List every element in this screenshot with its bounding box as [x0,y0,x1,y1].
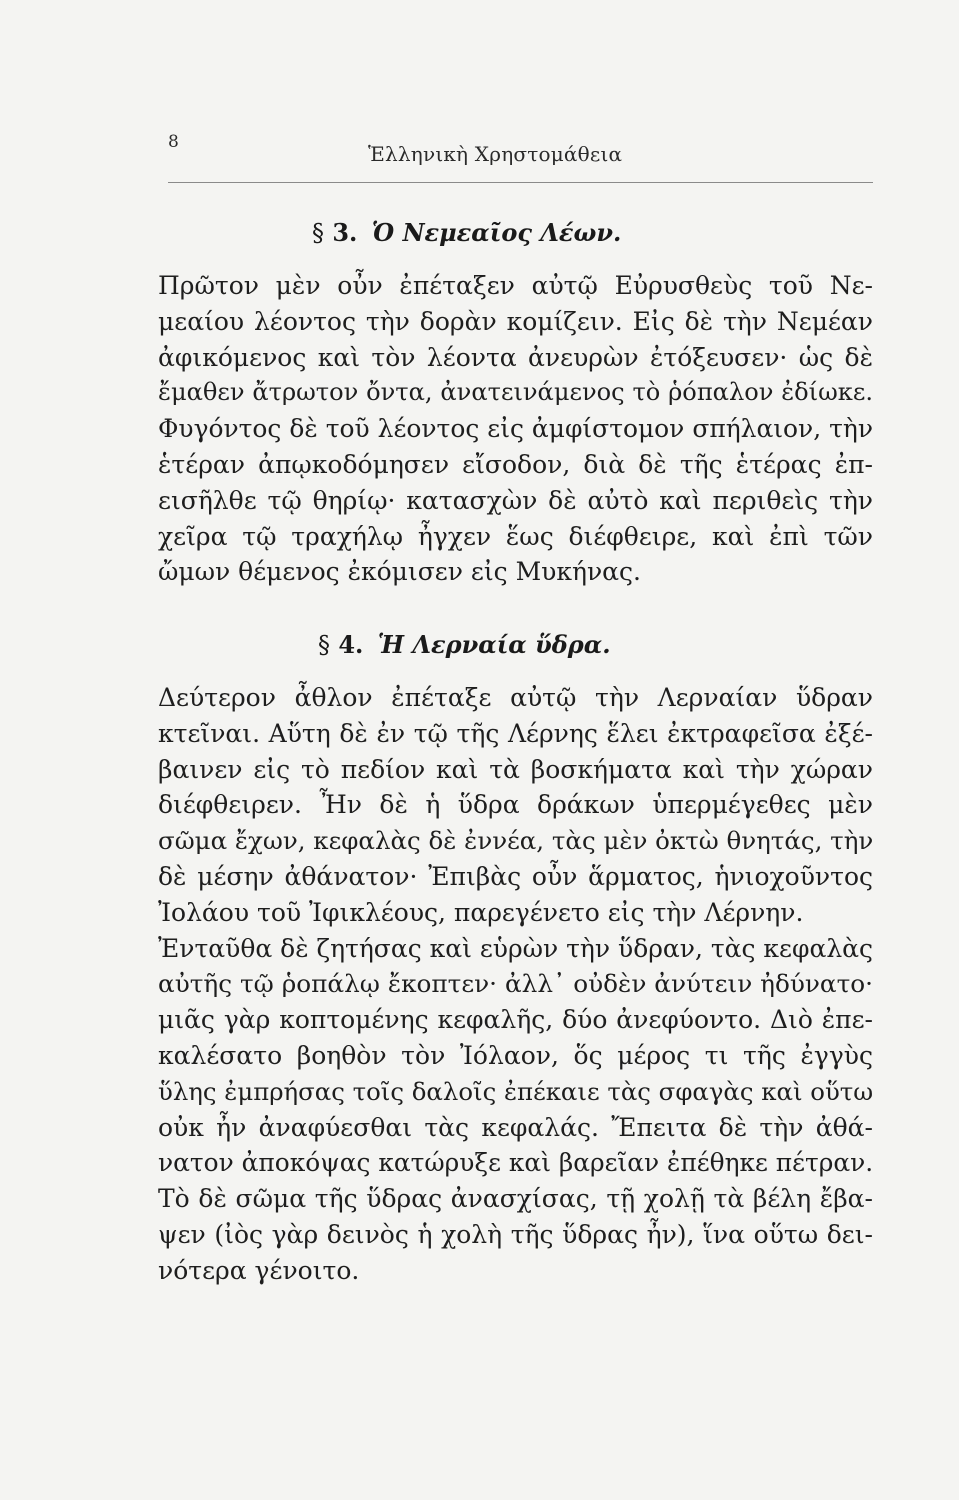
text-line: ὕλης ἐμπρήσας τοῖς δαλοῖς ἐπέκαιε τὰς σφαγὰς καὶ οὕτω [158,1076,874,1106]
text-line: οὐκ ἦν ἀναφύεσθαι τὰς κεφαλάς. Ἔπειτα δὲ τὴν ἀθά- [158,1112,873,1142]
section-heading: Ἡ Λερναία ὕδρα. [377,630,611,659]
text-line: εισῆλθε τῷ θηρίῳ· κατασχὼν δὲ αὐτὸ καὶ περιθεὶς τὴν [158,485,873,515]
text-line: μεαίου λέοντος τὴν δορὰν κομίζειν. Εἰς δὲ τὴν Νεμέαν [158,306,873,336]
text-line: διέφθειρεν. Ἦν δὲ ἡ ὕδρα δράκων ὑπερμέγεθες μὲν [158,790,873,820]
section-heading: Ὁ Νεμεαῖος Λέων. [371,218,622,247]
section-number: 3. [332,218,358,247]
section-title-4 [318,630,611,659]
section-symbol: § [312,219,324,247]
text-line: σῶμα ἔχων, κεφαλὰς δὲ ἐννέα, τὰς μὲν ὀκτὼ θνητάς, τὴν [158,826,874,856]
section-title-3 [312,218,621,247]
page-number: 8 [168,132,179,152]
text-line: ψεν (ἰὸς γὰρ δεινὸς ἡ χολὴ τῆς ὕδρας ἦν), ἵνα οὕτω δει- [158,1219,873,1249]
text-line: Δεύτερον ἆθλον ἐπέταξε αὐτῷ τὴν Λερναίαν ὕδραν [158,683,873,712]
text-line: Φυγόντος δὲ τοῦ λέοντος εἰς ἀμφίστομον σπήλαιον, τὴν [158,414,873,444]
text-line: ὤμων θέμενος ἐκόμισεν εἰς Μυκήνας. [158,557,641,587]
text-line: αὐτῆς τῷ ῥοπάλῳ ἔκοπτεν· ἀλλ᾽ οὐδὲν ἀνύτειν ἠδύνατο· [158,969,873,999]
text-line: βαινεν εἰς τὸ πεδίον καὶ τὰ βοσκήματα καὶ τὴν χώραν [158,754,873,784]
text-line: Ἐνταῦθα δὲ ζητήσας καὶ εὑρὼν τὴν ὕδραν, τὰς κεφαλὰς [158,933,873,963]
section-4-paragraph [158,680,873,1289]
text-line: κτεῖναι. Αὕτη δὲ ἐν τῷ τῆς Λέρνης ἕλει ἐκτραφεῖσα ἐξέ- [158,718,873,748]
text-line: νατον ἀποκόψας κατώρυξε καὶ βαρεῖαν ἐπέθηκε πέτραν. [158,1148,874,1178]
text-line: ἑτέραν ἀπῳκοδόμησεν εἴσοδον, διὰ δὲ τῆς ἑτέρας ἐπ- [158,449,873,479]
text-line: Ἰολάου τοῦ Ἰφικλέους, παρεγένετο εἰς τὴν Λέρνην. [158,897,804,927]
text-line: δὲ μέσην ἀθάνατον· Ἐπιβὰς οὖν ἅρματος, ἡνιοχοῦντος [158,861,873,891]
text-line: Πρῶτον μὲν οὖν ἐπέταξεν αὐτῷ Εὐρυσθεὺς τοῦ Νε- [158,271,873,300]
page-header [168,132,873,183]
section-symbol: § [318,631,330,659]
text-line: ἀφικόμενος καὶ τὸν λέοντα ἀνευρὼν ἐτόξευσεν· ὡς δὲ [158,342,873,372]
text-line: νότερα γένοιτο. [158,1255,360,1285]
text-line: μιᾶς γὰρ κοπτομένης κεφαλῆς, δύο ἀνεφύοντο. Διὸ ἐπε- [158,1005,873,1035]
section-number: 4. [338,630,364,659]
text-line: Τὸ δὲ σῶμα τῆς ὕδρας ἀνασχίσας, τῇ χολῇ τὰ βέλη ἔβα- [158,1184,873,1214]
section-3-paragraph [158,268,873,590]
text-line: καλέσατο βοηθὸν τὸν Ἰόλαον, ὅς μέρος τι τῆς ἐγγὺς [158,1040,873,1070]
text-line: χεῖρα τῷ τραχήλῳ ἦγχεν ἕως διέφθειρε, καὶ ἐπὶ τῶν [158,521,873,551]
running-head: Ἑλληνικὴ Χρηστομάθεια [368,142,623,166]
text-line: ἔμαθεν ἄτρωτον ὄντα, ἀνατεινάμενος τὸ ῥόπαλον ἐδίωκε. [158,378,873,407]
